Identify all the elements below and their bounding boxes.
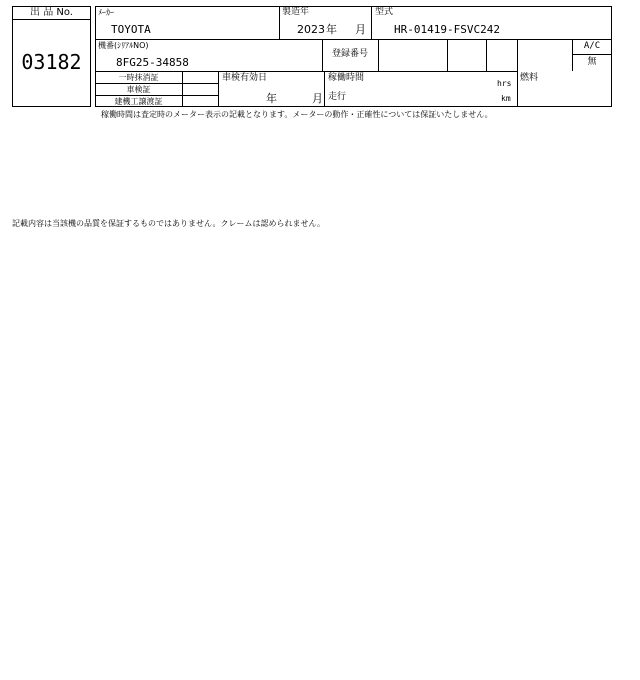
- inspection-month-unit: 月: [312, 92, 323, 105]
- quality-disclaimer: 記載内容は当該機の品質を保証するものではありません。クレームは認められません。: [12, 219, 325, 228]
- cert-label-vehicle-inspection: 車検証: [126, 85, 151, 94]
- inspection-label: 車検有効日: [222, 73, 268, 83]
- serial-label: 機番(ｼﾘｱﾙNO): [98, 41, 149, 50]
- col-divider-serial: [322, 39, 323, 71]
- col-divider-fuel: [517, 39, 518, 107]
- ac-label: A/C: [583, 41, 601, 51]
- operating-hours-label: 稼働時間: [328, 73, 365, 83]
- registration-label: 登録番号: [332, 49, 369, 59]
- lot-header-label: 出 品 No.: [30, 7, 73, 18]
- cert-row-divider-1: [95, 83, 218, 84]
- model-label: 型式: [375, 7, 394, 17]
- reg-cell-divider-1: [447, 39, 448, 71]
- inspection-year-unit: 年: [266, 92, 277, 105]
- distance-unit: km: [501, 94, 511, 103]
- model-value: HR-01419-FSVC242: [394, 23, 500, 36]
- operating-hours-note: 稼働時間は査定時のメーター表示の記載となります。メーターの動作・正確性については保証いたしません。: [101, 110, 493, 119]
- cert-label-construction-transfer: 建機工譲渡証: [114, 97, 163, 106]
- ac-value: 無: [587, 57, 597, 67]
- maker-label: ﾒｰｶｰ: [98, 8, 114, 17]
- manufacture-month-unit: 月: [355, 23, 366, 36]
- lot-number: 03182: [21, 50, 82, 74]
- cert-row-divider-2: [95, 95, 218, 96]
- ac-divider: [572, 54, 612, 55]
- col-divider-maker: [279, 6, 280, 39]
- col-divider-inspection: [324, 71, 325, 107]
- reg-cell-divider-2: [486, 39, 487, 71]
- distance-label: 走行: [328, 92, 347, 102]
- row-divider-1: [95, 39, 612, 40]
- cert-label-divider: [182, 71, 183, 107]
- cert-label-temporary-cancellation: 一時抹消証: [118, 73, 159, 82]
- serial-value: 8FG25-34858: [116, 56, 189, 69]
- lot-header-divider: [12, 19, 91, 20]
- row-divider-2: [95, 71, 517, 72]
- col-divider-cert: [218, 71, 219, 107]
- manufacture-year-unit: 年: [326, 23, 337, 36]
- maker-value: TOYOTA: [111, 23, 151, 36]
- col-divider-year: [371, 6, 372, 39]
- manufacture-year-label: 製造年: [282, 7, 310, 17]
- operating-hours-unit: hrs: [497, 79, 512, 88]
- col-divider-regnum: [378, 39, 379, 71]
- fuel-label: 燃料: [520, 73, 539, 83]
- manufacture-year-value: 2023: [297, 23, 325, 36]
